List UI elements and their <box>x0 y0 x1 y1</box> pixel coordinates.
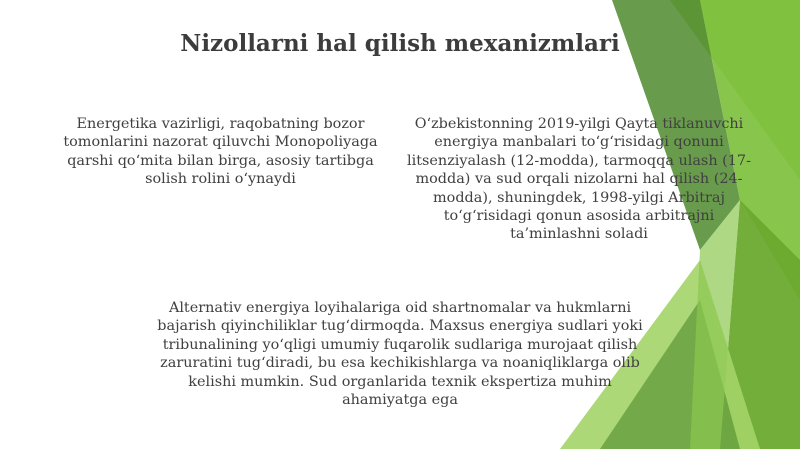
bottom-paragraph: Alternativ energiya loyihalariga oid shartnomalar va hukmlarni bajarish qiyinchiliklar tug‘dirmoqda. Maxsus energiya sudlari yoki tribunalining yo‘qligi umumiy fuqarolik sudlariga murojaat qilish zaruratini tug‘diradi, bu esa kechikishlarga va noaniqliklarga olib kelishi mumkin. Sud organlarida texnik ekspertiza muhim ahamiyatga ega <box>157 300 643 409</box>
left-paragraph: Energetika vazirligi, raqobatning bozor tomonlarini nazorat qiluvchi Monopoliyaga qarshi qo‘mita bilan birga, asosiy tartibga solish rolini o‘ynaydi <box>63 116 378 188</box>
right-paragraph: O‘zbekistonning 2019-yilgi Qayta tiklanuvchi energiya manbalari to‘g‘risidagi qonuni litsenziyalash (12-modda), tarmoqqa ulash (17-modda) va sud orqali nizolarni hal qilish (24-modda), shuningdek, 1998-yilgi Arbitraj to‘g‘risidagi qonun asosida arbitrajni ta’minlashni soladi <box>407 116 751 243</box>
slide-title: Nizollarni hal qilish mexanizmlari <box>180 30 620 57</box>
